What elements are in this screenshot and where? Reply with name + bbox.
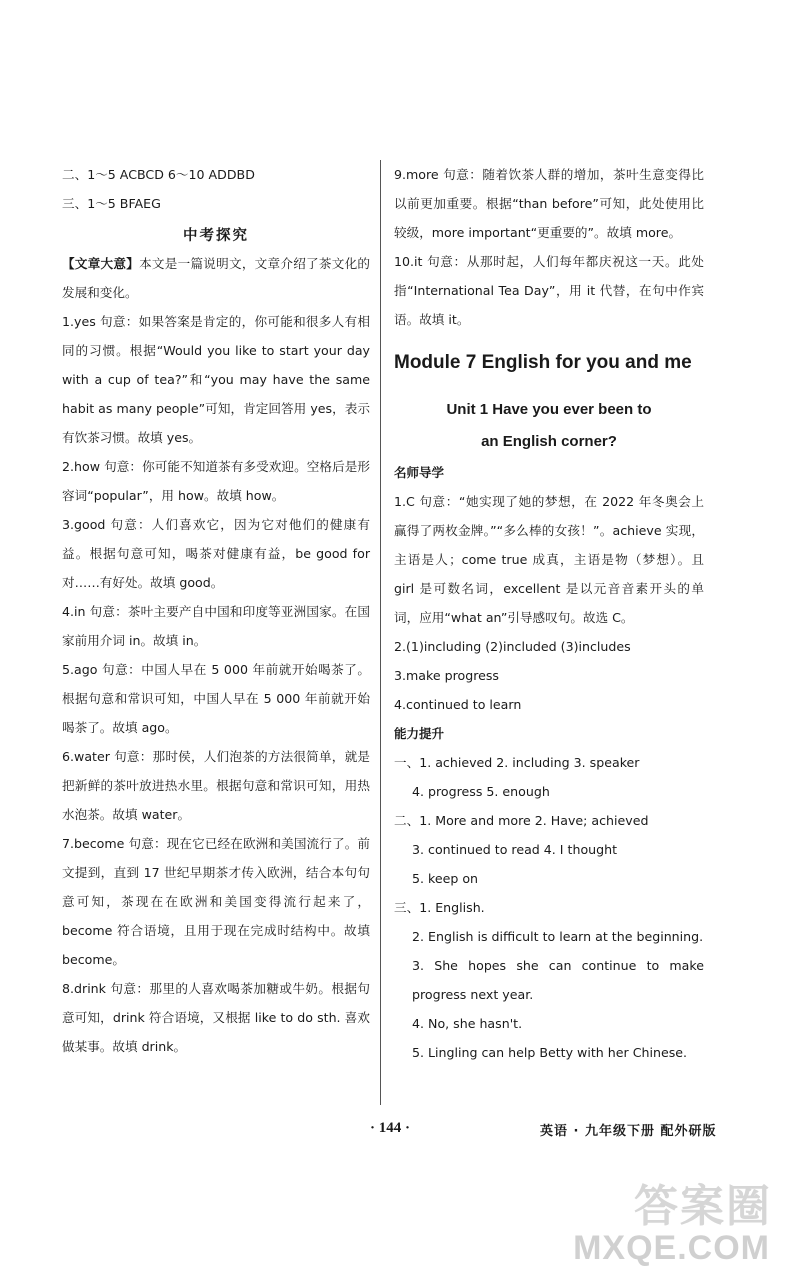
answer-line: 三、1～5 BFAEG <box>62 196 161 211</box>
answer-item: 5.ago 句意：中国人早在 5 000 年前就开始喝茶了。根据句意和常识可知，中国人早在 5 000 年前就开始喝茶了。故填 ago。 <box>62 662 370 735</box>
summary-text: 本文是一篇说明文，文章介绍了茶文化的发展和变化。 <box>62 256 370 300</box>
answer-item: 2.(1)including (2)included (3)includes <box>394 639 631 654</box>
summary-paragraph <box>62 249 370 307</box>
answer-line: 一、1. achieved 2. including 3. speaker <box>394 755 640 770</box>
column-divider <box>380 160 381 1105</box>
answer-item: 7.become 句意：现在它已经在欧洲和美国流行了。前文提到，直到 17 世纪早期茶才传入欧洲，结合本句句意可知，茶现在在欧洲和美国变得流行起来了，become 符合语境，且用于现在完成时结构中。故填 become。 <box>62 836 370 967</box>
summary-tag: 【文章大意】 <box>62 256 140 271</box>
section-title: 中考探究 <box>183 227 249 244</box>
watermark-url: MXQE.COM <box>573 1229 770 1267</box>
right-column <box>394 160 704 1067</box>
answer-item: 4.continued to learn <box>394 697 522 712</box>
module-title: Module 7 English for you and me <box>394 352 692 373</box>
answer-line: 二、1～5 ACBCD 6～10 ADDBD <box>62 167 255 182</box>
answer-item: 6.water 句意：那时侯，人们泡茶的方法很简单，就是把新鲜的茶叶放进热水里。根据句意和常识可知，用热水泡茶。故填 water。 <box>62 749 370 822</box>
answer-item: 2.how 句意：你可能不知道茶有多受欢迎。空格后是形容词“popular”，用 how。故填 how。 <box>62 459 370 503</box>
watermark-logo: 答案圈 <box>634 1181 772 1232</box>
answer-item: 3.good 句意：人们喜欢它，因为它对他们的健康有益。根据句意可知，喝茶对健康有益，be good for 对……有好处。故填 good。 <box>62 517 370 590</box>
subsection-title: 能力提升 <box>394 726 445 741</box>
answer-item: 1.yes 句意：如果答案是肯定的，你可能和很多人有相同的习惯。根据“Would you like to start your day with a cup of tea?”和“you may have the same habit as many people”可知，肯定回答用 yes，表示有饮茶习惯。故填 yes。 <box>62 314 370 445</box>
answer-line: 三、1. English. <box>394 900 485 915</box>
subsection-title: 名师导学 <box>394 465 445 480</box>
answer-item: 9.more 句意：随着饮茶人群的增加，茶叶生意变得比以前更加重要。根据“than before”可知，此处使用比较级，more important“更重要的”。故填 more。 <box>394 167 704 240</box>
watermark <box>573 1160 780 1270</box>
answer-line: 5. Lingling can help Betty with her Chinese. <box>412 1045 688 1060</box>
answer-item: 3.make progress <box>394 668 499 683</box>
page-number: · 144 · <box>370 1120 411 1136</box>
left-column <box>62 160 370 1061</box>
answer-line: 4. No, she hasn't. <box>412 1016 523 1031</box>
answer-line: 3. continued to read 4. I thought <box>412 842 618 857</box>
unit-title-cont: an English corner? <box>481 433 617 450</box>
book-title: 英语 · 九年级下册 配外研版 <box>540 1124 717 1139</box>
answer-line: 二、1. More and more 2. Have; achieved <box>394 813 649 828</box>
answer-line: 5. keep on <box>412 871 479 886</box>
answer-line: 4. progress 5. enough <box>412 784 550 799</box>
answer-line: 2. English is difficult to learn at the beginning. <box>412 929 704 944</box>
answer-item: 8.drink 句意：那里的人喜欢喝茶加糖或牛奶。根据句意可知，drink 符合语境，又根据 like to do sth. 喜欢做某事。故填 drink。 <box>62 981 370 1054</box>
answer-item: 10.it 句意：从那时起，人们每年都庆祝这一天。此处指“International Tea Day”，用 it 代替，在句中作宾语。故填 it。 <box>394 254 704 327</box>
unit-title: Unit 1 Have you ever been to <box>446 401 652 418</box>
answer-item: 1.C 句意：“她实现了她的梦想，在 2022 年冬奥会上赢得了两枚金牌。”“多么棒的女孩！”。achieve 实现，主语是人；come true 成真，主语是物（梦想）。且 girl 是可数名词，excellent 是以元音音素开头的单词，应用“what an”引导感叹句。故选 C。 <box>394 494 704 625</box>
answer-line: 3. She hopes she can continue to make progress next year. <box>412 958 704 1002</box>
answer-item: 4.in 句意：茶叶主要产自中国和印度等亚洲国家。在国家前用介词 in。故填 in。 <box>62 604 370 648</box>
